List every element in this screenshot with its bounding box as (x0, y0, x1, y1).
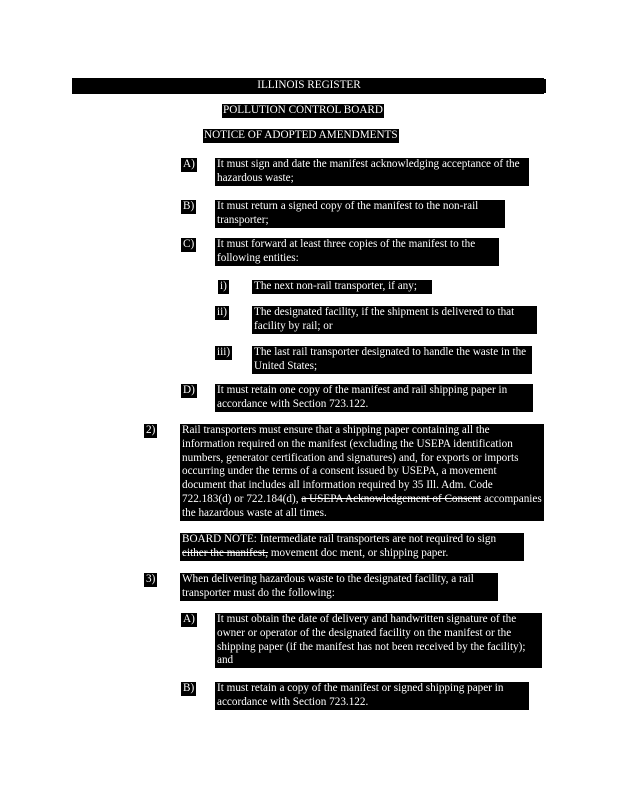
board-note-struck-text: either the manifest, (182, 546, 269, 559)
board-note-text: BOARD NOTE: Intermediate rail transporters are not required to sign (182, 533, 497, 545)
item-a-text: It must sign and date the manifest acknowledging acceptance of the hazardous waste; (215, 158, 529, 186)
board-title: POLLUTION CONTROL BOARD (223, 104, 383, 116)
header-bottom-rule (72, 93, 544, 94)
para-3-item-a-text: It must obtain the date of delivery and handwritten signature of the owner or operator of the designated facility on the manifest or the shipping paper (if the manifest has not been received by the facility); and (215, 613, 542, 668)
para-3-item-b-label: B) (183, 682, 195, 694)
item-ci-text: The next non-rail transporter, if any; (252, 280, 432, 294)
para-3-item-b-text: It must retain a copy of the manifest or signed shipping paper in accordance with Section 723.122. (215, 682, 529, 710)
item-ciii-text: The last rail transporter designated to handle the waste in the United States; (252, 346, 532, 374)
para-3-item-a-label: A) (183, 613, 195, 625)
item-d-label: D) (183, 384, 195, 396)
para-3-text: When delivering hazardous waste to the designated facility, a rail transporter must do the following: (180, 573, 498, 601)
item-a-label: A) (183, 158, 195, 170)
board-note-text-end: movement doc ment, or shipping paper. (270, 546, 449, 559)
para-2-label: 2) (146, 424, 156, 436)
para-3-label: 3) (146, 573, 156, 585)
para-2-text (180, 424, 544, 521)
item-ci-label: i) (220, 280, 227, 292)
item-d-text: It must retain one copy of the manifest and rail shipping paper in accordance with Section 723.122. (215, 384, 533, 412)
board-note (180, 533, 524, 561)
register-title: ILLINOIS REGISTER (72, 79, 546, 93)
item-cii-text: The designated facility, if the shipment is delivered to that facility by rail; or (252, 306, 537, 334)
item-c-label: C) (183, 238, 195, 250)
item-c-text: It must forward at least three copies of the manifest to the following entities: (215, 238, 499, 266)
para-2-body: Rail transporters must ensure that a shipping paper containing all the information required on the manifest (excluding the USEPA identification numbers, generator certification and signatures) and, for exports or imports occurring under the terms of a consent issued by USEPA, a movement document that includes all information required by 35 Ill. Adm. Code 722.183(d) or 722.184(d), (182, 424, 519, 505)
para-2-body-end: accompanies the hazardous waste at all times. (182, 492, 542, 519)
item-ciii-label: iii) (217, 346, 231, 358)
notice-title: NOTICE OF ADOPTED AMENDMENTS (204, 129, 398, 141)
para-2-struck-text: a USEPA Acknowledgement of Consent (301, 492, 482, 505)
item-cii-label: ii) (217, 306, 227, 318)
item-b-label: B) (183, 200, 195, 212)
item-b-text: It must return a signed copy of the manifest to the non-rail transporter; (215, 200, 505, 228)
